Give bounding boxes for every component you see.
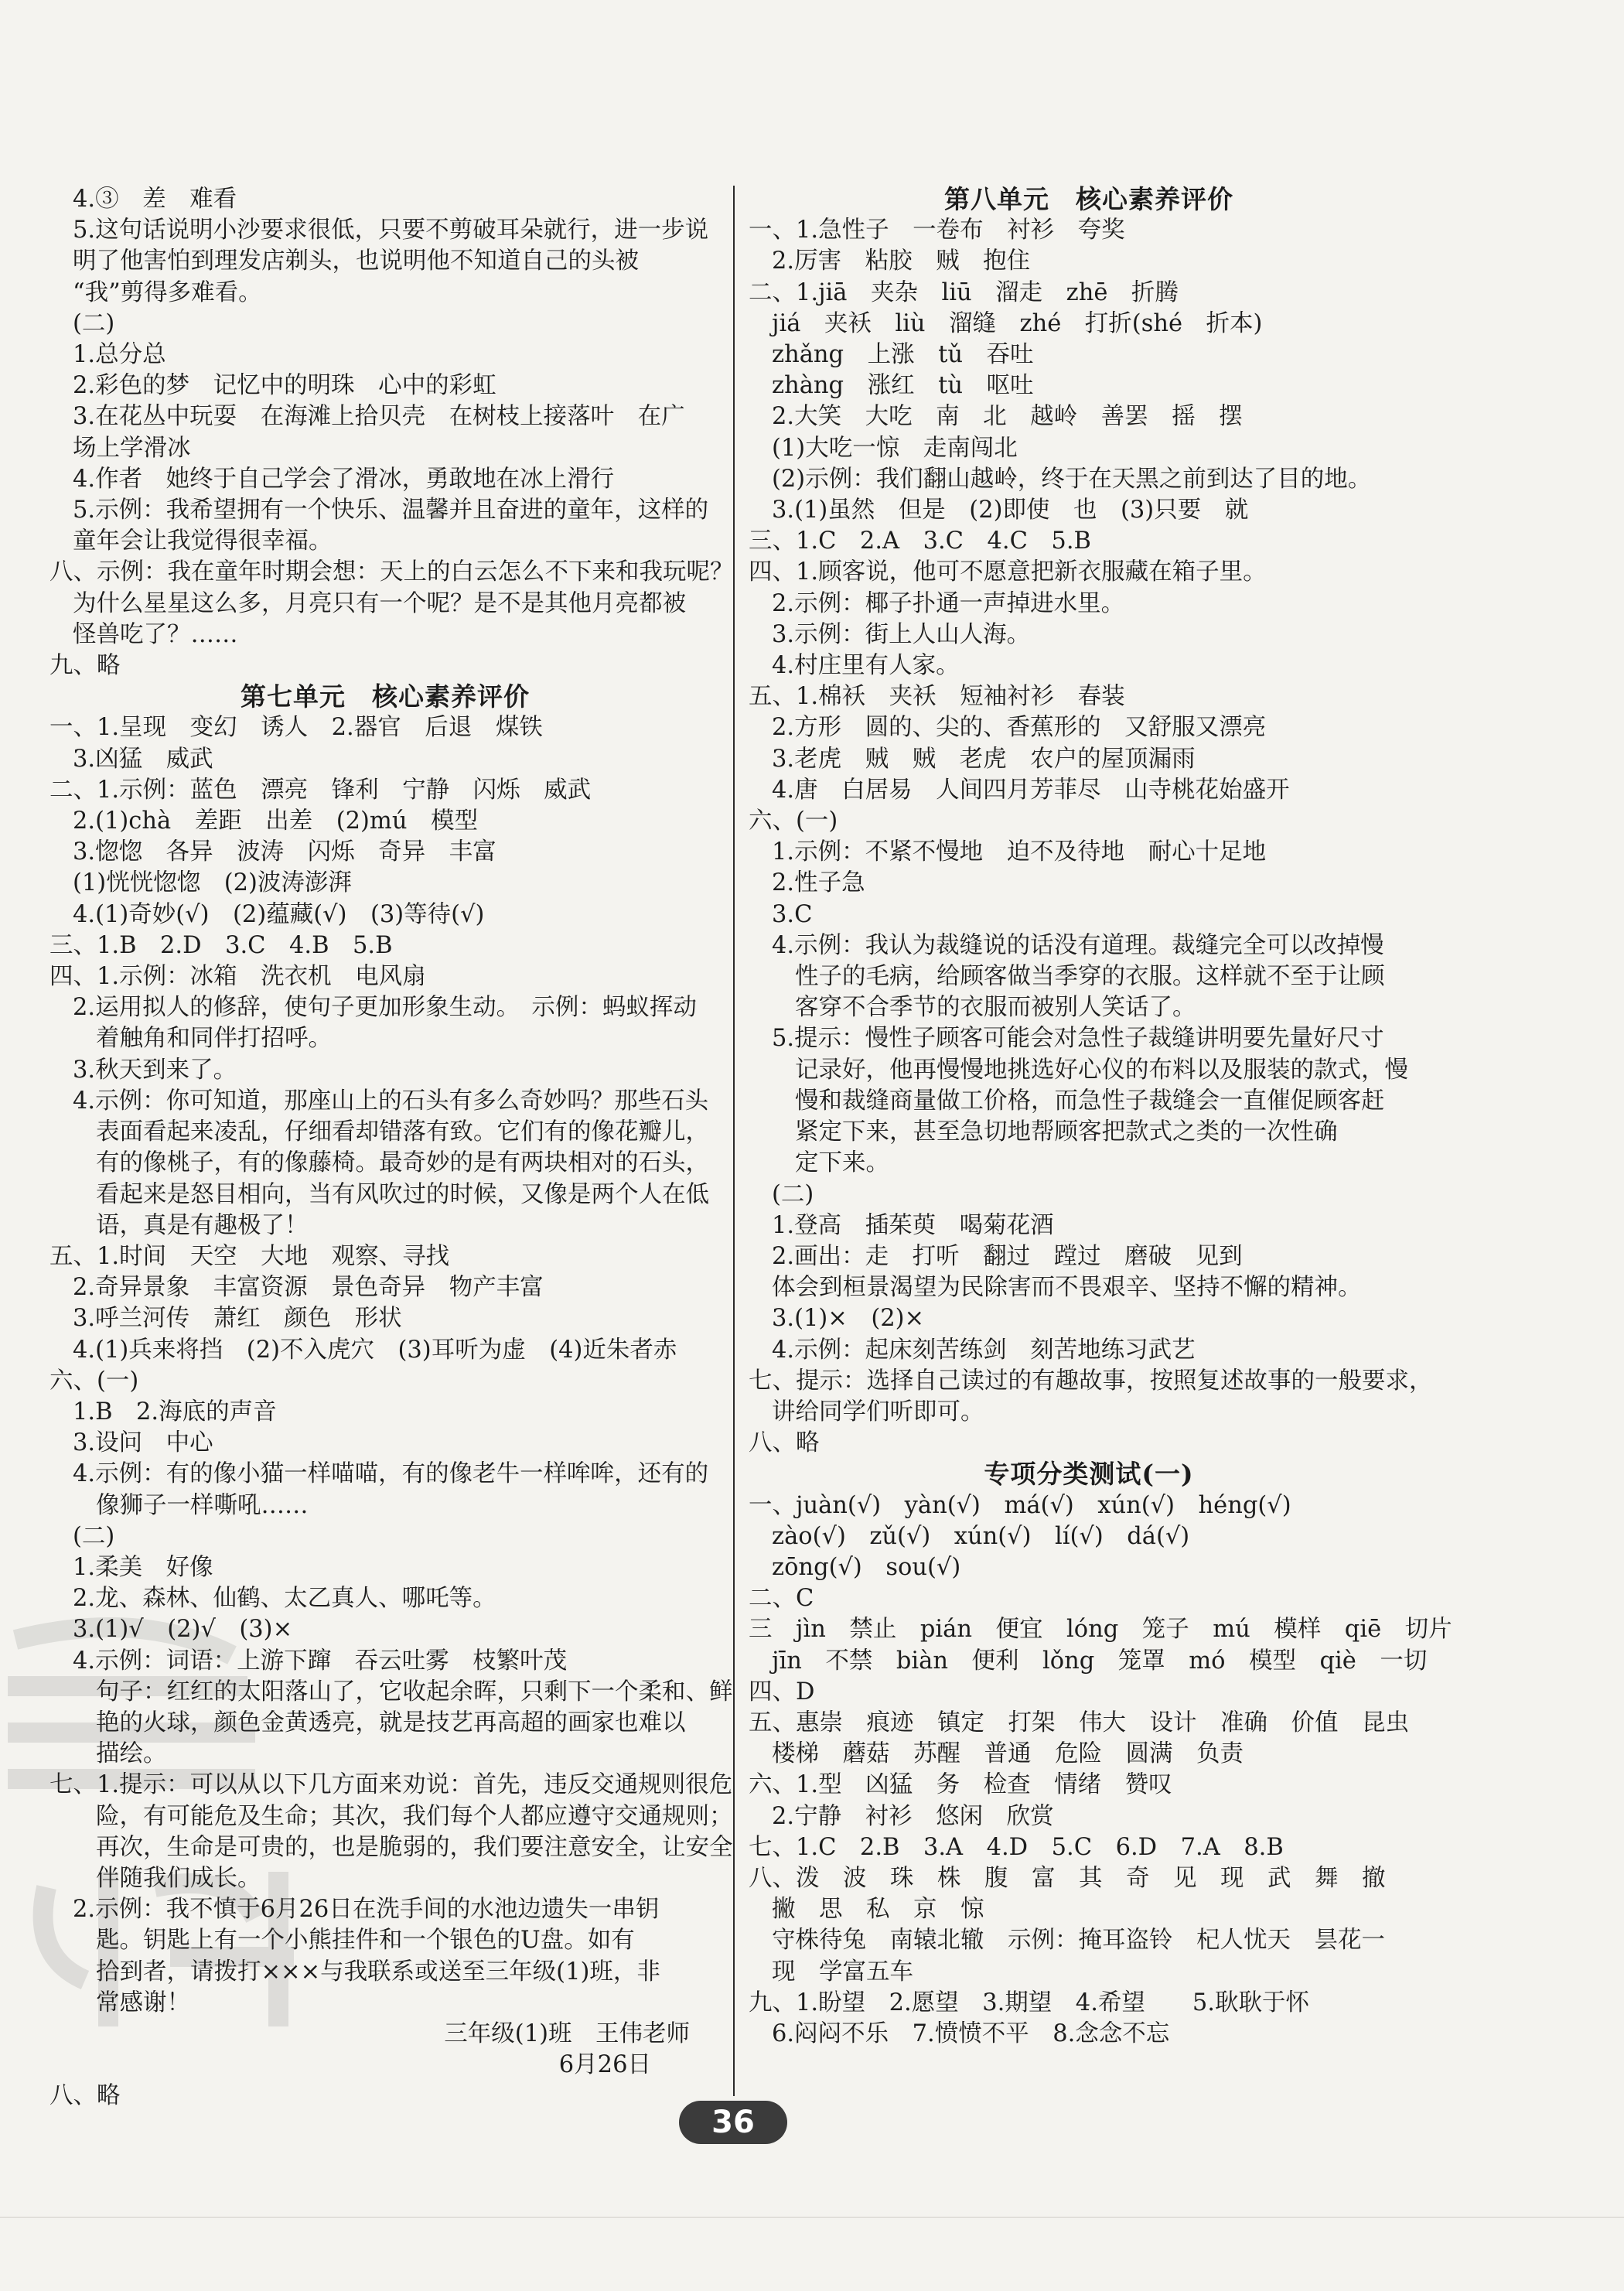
answer-line: 2.宁静 衬衫 悠闲 欣赏 — [772, 1802, 1054, 1830]
answer-line: 慢和裁缝商量做工价格，而急性子裁缝会一直催促顾客赶 — [795, 1087, 1385, 1115]
answer-line: 五、1.棉袄 夹袄 短袖衬衫 春装 — [749, 683, 1125, 711]
answer-line: 定下来。 — [795, 1149, 889, 1177]
answer-line: 拾到者，请拨打×××与我联系或送至三年级(1)班，非 — [96, 1958, 660, 1985]
answer-line: 明了他害怕到理发店剃头，也说明他不知道自己的头被 — [73, 248, 639, 275]
answer-line: 1.B 2.海底的声音 — [73, 1398, 277, 1425]
answer-line: 4.(1)兵来将挡 (2)不入虎穴 (3)耳听为虚 (4)近朱者赤 — [73, 1336, 677, 1364]
answer-line: 现 学富五车 — [772, 1958, 913, 1985]
answer-line: 八、略 — [749, 1429, 820, 1457]
answer-line: 艳的火球，颜色金黄透亮，就是技艺再高超的画家也难以 — [96, 1709, 686, 1736]
answer-line: 2.运用拟人的修辞，使句子更加形象生动。 示例：蚂蚁挥动 — [73, 994, 697, 1022]
bottom-rule — [0, 2217, 1624, 2218]
answer-line: 1.总分总 — [73, 341, 166, 369]
answer-line: 4.村庄里有人家。 — [772, 652, 960, 680]
answer-line: 3.凶猛 威武 — [73, 745, 213, 773]
answer-line: 为什么星星这么多，月亮只有一个呢？是不是其他月亮都被 — [73, 589, 686, 617]
answer-line: 3.惚惚 各异 波涛 闪烁 奇异 丰富 — [73, 838, 496, 866]
answer-line: “我”剪得多难看。 — [73, 278, 262, 306]
answer-line: (二) — [73, 309, 115, 337]
answer-line: 2.大笑 大吃 南 北 越岭 善罢 摇 摆 — [772, 403, 1243, 431]
answer-line: 语，真是有趣极了！ — [96, 1211, 309, 1239]
answer-line: (1)恍恍惚惚 (2)波涛澎湃 — [73, 869, 352, 897]
answer-line: 一、1.呈现 变幻 诱人 2.器官 后退 煤铁 — [49, 714, 543, 742]
answer-line: 八、略 — [49, 2082, 121, 2110]
answer-line: 1.示例：不紧不慢地 迫不及待地 耐心十足地 — [772, 838, 1267, 866]
answer-line: 5.提示：慢性子顾客可能会对急性子裁缝讲明要先量好尺寸 — [772, 1025, 1384, 1053]
answer-line: 3.呼兰河传 萧红 颜色 形状 — [73, 1305, 402, 1333]
answer-line: zōng(√) sou(√) — [772, 1553, 961, 1581]
answer-line: 5.这句话说明小沙要求很低，只要不剪破耳朵就行，进一步说 — [73, 217, 709, 244]
answer-line: 怪兽吃了？…… — [73, 620, 238, 648]
answer-line: 2.示例：椰子扑通一声掉进水里。 — [772, 589, 1125, 617]
answer-line: 一、1.急性子 一卷布 衬衫 夸奖 — [749, 217, 1125, 244]
answer-line: 七、1.C 2.B 3.A 4.D 5.C 6.D 7.A 8.B — [749, 1833, 1284, 1861]
right-column — [749, 184, 1452, 2050]
answer-line: 性子的毛病，给顾客做当季穿的衣服。这样就不至于让顾 — [795, 963, 1385, 991]
answer-line: 守株待兔 南辕北辙 示例：掩耳盗铃 杞人忧天 昙花一 — [772, 1927, 1385, 1955]
answer-line: 楼梯 蘑菇 苏醒 普通 危险 圆满 负责 — [772, 1740, 1244, 1768]
answer-line: 四、1.示例：冰箱 洗衣机 电风扇 — [49, 963, 426, 991]
answer-line: 1.柔美 好像 — [73, 1553, 213, 1581]
answer-line: 童年会让我觉得很幸福。 — [73, 528, 333, 555]
answer-line: 3.秋天到来了。 — [73, 1056, 237, 1084]
answer-line: 四、D — [749, 1678, 815, 1705]
answer-line: 1.登高 插茱萸 喝菊花酒 — [772, 1211, 1054, 1239]
answer-line: 客穿不合季节的衣服而被别人笑话了。 — [795, 994, 1196, 1022]
answer-line: 4.(1)奇妙(√) (2)蕴藏(√) (3)等待(√) — [73, 900, 485, 928]
answer-line: zào(√) zǔ(√) xún(√) lí(√) dá(√) — [772, 1522, 1190, 1550]
answer-line: 九、1.盼望 2.愿望 3.期望 4.希望 5.耿耿于怀 — [749, 1989, 1309, 2016]
answer-line: 2.方形 圆的、尖的、香蕉形的 又舒服又漂亮 — [772, 714, 1267, 742]
answer-line: 4.示例：起床刻苦练剑 刻苦地练习武艺 — [772, 1336, 1196, 1364]
answer-line: 3.设问 中心 — [73, 1429, 213, 1457]
answer-line: 匙。钥匙上有一个小熊挂件和一个银色的U盘。如有 — [96, 1927, 635, 1955]
answer-line: 记录好，他再慢慢地挑选好心仪的布料以及服装的款式，慢 — [795, 1056, 1408, 1084]
answer-line: 六、(一) — [49, 1367, 139, 1395]
answer-line: (二) — [73, 1522, 115, 1550]
answer-line: 险，有可能危及生命；其次，我们每个人都应遵守交通规则； — [96, 1802, 733, 1830]
answer-line: 2.龙、森林、仙鹤、太乙真人、哪吒等。 — [73, 1585, 496, 1613]
answer-line: 讲给同学们听即可。 — [772, 1398, 984, 1425]
answer-line: 七、提示：选择自己读过的有趣故事，按照复述故事的一般要求， — [749, 1367, 1433, 1395]
answer-line: 6月26日 — [558, 2051, 651, 2079]
answer-line: 3.(1)× (2)× — [772, 1305, 925, 1333]
answer-line: 二、1.示例：蓝色 漂亮 锋利 宁静 闪烁 威武 — [49, 776, 592, 804]
answer-line: 2.厉害 粘胶 贼 抱住 — [772, 248, 1031, 275]
answer-line: 2.性子急 — [772, 869, 865, 897]
answer-line: jīn 不禁 biàn 便利 lǒng 笼罩 mó 模型 qiè 一切 — [772, 1647, 1428, 1675]
answer-line: zhàng 涨红 tù 呕吐 — [772, 372, 1034, 400]
answer-line: 描绘。 — [96, 1740, 167, 1768]
answer-line: 着触角和同伴打招呼。 — [96, 1025, 332, 1053]
answer-line: (二) — [772, 1180, 814, 1208]
answer-line: zhǎng 上涨 tǔ 吞吐 — [772, 341, 1034, 369]
answer-line: jiá 夹袄 liù 溜缝 zhé 打折(shé 折本) — [772, 309, 1263, 337]
answer-line: (2)示例：我们翻山越岭，终于在天黑之前到达了目的地。 — [772, 465, 1372, 493]
answer-line: 4.示例：有的像小猫一样喵喵，有的像老牛一样哞哞，还有的 — [73, 1460, 709, 1488]
answer-line: 撇 思 私 京 惊 — [772, 1896, 984, 1924]
column-divider — [733, 186, 735, 2096]
answer-line: 2.画出：走 打听 翻过 蹚过 磨破 见到 — [772, 1242, 1243, 1270]
answer-line: 3.C — [772, 900, 813, 928]
answer-line: 4.示例：词语：上游下蹿 吞云吐雾 枝繁叶茂 — [73, 1647, 568, 1675]
answer-line: 像狮子一样嘶吼…… — [96, 1491, 309, 1519]
answer-line: 六、1.型 凶猛 务 检查 情绪 赞叹 — [749, 1771, 1172, 1799]
answer-line: 三、1.B 2.D 3.C 4.B 5.B — [49, 931, 393, 959]
answer-line: 2.彩色的梦 记忆中的明珠 心中的彩虹 — [73, 372, 496, 400]
answer-line: 伴随我们成长。 — [96, 1864, 261, 1892]
answer-line: 4.示例：你可知道，那座山上的石头有多么奇妙吗？那些石头 — [73, 1087, 709, 1115]
answer-line: 二、C — [749, 1585, 814, 1613]
answer-line: 5.示例：我希望拥有一个快乐、温馨并且奋进的童年，这样的 — [73, 497, 709, 524]
answer-line: 有的像桃子，有的像藤椅。最奇妙的是有两块相对的石头， — [96, 1149, 709, 1177]
answer-line: (1)大吃一惊 走南闯北 — [772, 434, 1018, 462]
answer-line: 4.示例：我认为裁缝说的话没有道理。裁缝完全可以改掉慢 — [772, 931, 1384, 959]
section-title: 专项分类测试(一) — [984, 1459, 1194, 1490]
section-title: 第八单元 核心素养评价 — [944, 184, 1233, 214]
answer-line: 2.(1)chà 差距 出差 (2)mú 模型 — [73, 807, 478, 835]
answer-line: 八、示例：我在童年时期会想：天上的白云怎么不下来和我玩呢？ — [49, 558, 734, 586]
answer-line: 六、(一) — [749, 807, 838, 835]
answer-line: 五、1.时间 天空 大地 观察、寻找 — [49, 1242, 450, 1270]
page-number: 36 — [679, 2101, 787, 2144]
answer-line: 场上学滑冰 — [73, 434, 191, 462]
answer-line: 表面看起来凌乱，仔细看却错落有致。它们有的像花瓣儿， — [96, 1118, 709, 1146]
answer-line: 三年级(1)班 王伟老师 — [444, 2020, 690, 2047]
answer-line: 3.老虎 贼 贼 老虎 农户的屋顶漏雨 — [772, 745, 1196, 773]
answer-line: 看起来是怒目相向，当有风吹过的时候，又像是两个人在低 — [96, 1180, 709, 1208]
section-title: 第七单元 核心素养评价 — [241, 681, 530, 712]
answer-line: 3.示例：街上人山人海。 — [772, 620, 1031, 648]
answer-line: 再次，生命是可贵的，也是脆弱的，我们要注意安全，让安全 — [96, 1833, 733, 1861]
answer-line: 4.唐 白居易 人间四月芳菲尽 山寺桃花始盛开 — [772, 776, 1290, 804]
answer-line: 常感谢！ — [96, 1989, 190, 2016]
answer-line: 八、泼 波 珠 株 腹 富 其 奇 见 现 武 舞 撤 — [749, 1864, 1386, 1892]
answer-line: 6.闷闷不乐 7.愤愤不平 8.念念不忘 — [772, 2020, 1170, 2047]
answer-line: 五、惠崇 痕迹 镇定 打架 伟大 设计 准确 价值 昆虫 — [749, 1709, 1409, 1736]
answer-line: 三 jìn 禁止 pián 便宜 lóng 笼子 mú 模样 qiē 切片 — [749, 1616, 1452, 1644]
answer-line: 九、略 — [49, 652, 121, 680]
answer-line: 3.在花丛中玩耍 在海滩上拾贝壳 在树枝上接落叶 在广 — [73, 403, 685, 431]
answer-line: 四、1.顾客说，他可不愿意把新衣服藏在箱子里。 — [749, 558, 1267, 586]
answer-line: 三、1.C 2.A 3.C 4.C 5.B — [749, 528, 1091, 555]
answer-line: 4.作者 她终于自己学会了滑冰，勇敢地在冰上滑行 — [73, 465, 615, 493]
answer-line: 一、juàn(√) yàn(√) má(√) xún(√) héng(√) — [749, 1491, 1291, 1519]
left-column — [49, 184, 734, 2112]
answer-line: 紧定下来，甚至急切地帮顾客把款式之类的一次性确 — [795, 1118, 1338, 1146]
answer-line: 2.示例：我不慎于6月26日在洗手间的水池边遗失一串钥 — [73, 1896, 660, 1924]
answer-line: 2.奇异景象 丰富资源 景色奇异 物产丰富 — [73, 1274, 544, 1302]
answer-line: 句子：红红的太阳落山了，它收起余晖，只剩下一个柔和、鲜 — [96, 1678, 733, 1705]
answer-line: 二、1.jiā 夹杂 liū 溜走 zhē 折腾 — [749, 278, 1179, 306]
answer-line: 体会到桓景渴望为民除害而不畏艰辛、坚持不懈的精神。 — [772, 1274, 1362, 1302]
answer-line: 3.(1)√ (2)√ (3)× — [73, 1616, 293, 1644]
answer-line: 4.③ 差 难看 — [73, 186, 237, 213]
answer-line: 七、1.提示：可以从以下几方面来劝说：首先，违反交通规则很危 — [49, 1771, 733, 1799]
answer-line: 3.(1)虽然 但是 (2)即使 也 (3)只要 就 — [772, 497, 1249, 524]
